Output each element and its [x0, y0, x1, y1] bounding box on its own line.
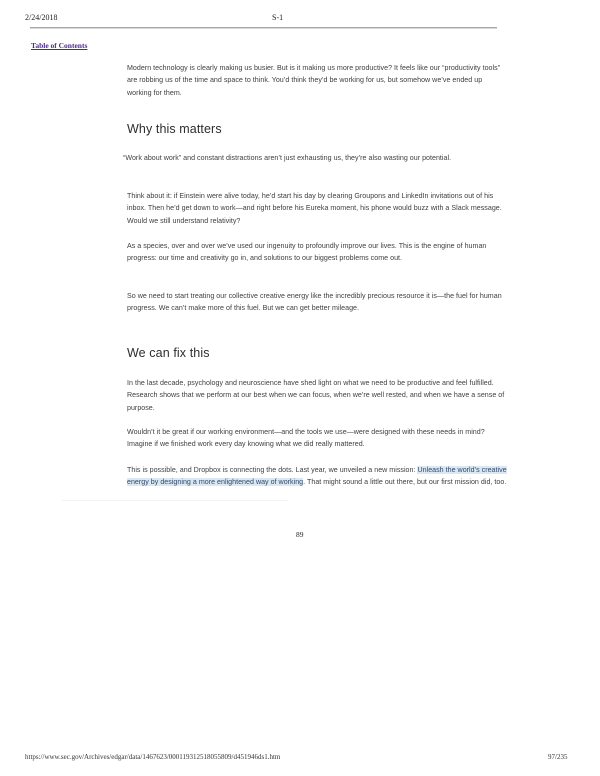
footer-page-count: 97/235 — [548, 753, 568, 761]
mission-paragraph — [127, 464, 507, 489]
paragraph: Wouldn’t it be great if our working environment—and the tools we use—were designed with these needs in mind? Imagine if we finished work every day knowing what we did really mattered. — [127, 428, 485, 449]
header-date: 2/24/2018 — [25, 13, 58, 22]
mission-text-before: This is possible, and Dropbox is connecting the dots. Last year, we unveiled a new mission: — [127, 466, 418, 474]
header-title: S-1 — [272, 13, 284, 22]
paragraph: As a species, over and over we’ve used our ingenuity to profoundly improve our lives. This is the engine of human progress: our time and creativity go in, and solutions to our biggest problems come out. — [127, 242, 487, 263]
mission-text-after: . That might sound a little out there, but our first mission did, too. — [303, 478, 507, 487]
paragraph: In the last decade, psychology and neuroscience have shed light on what we need to be productive and feel fulfilled. Research shows that we perform at our best when we can focus, when we’re well rested, and when we have a sense of purpose. — [127, 379, 505, 412]
paragraph: So we need to start treating our collective creative energy like the incredibly precious resource it is—the fuel for human progress. We can’t make more of this fuel. But we can get better mileage. — [127, 292, 502, 313]
header-divider — [30, 27, 497, 29]
section-heading-we-can-fix-this: We can fix this — [127, 346, 210, 360]
section-heading-why-this-matters: Why this matters — [127, 122, 222, 136]
mission-statement-highlight: Unleash the world’s creative energy by designing a more enlightened way of working — [127, 466, 507, 487]
page-number: 89 — [296, 530, 304, 539]
paragraph: “Work about work” and constant distractions aren’t just exhausting us, they’re also wasting our potential. — [123, 154, 452, 162]
intro-paragraph: Modern technology is clearly making us busier. But is it making us more productive? It feels like our “productivity tools” are robbing us of the time and space to think. You’d think they’d be working for us, but somehow we’ve ended up working for them. — [127, 64, 501, 97]
paragraph: Think about it: if Einstein were alive today, he’d start his day by clearing Groupons and LinkedIn invitations out of his inbox. Then he’d get down to work—and right before his Eureka moment, his phone would buzz with a Slack message. Would we still understand relativity? — [127, 192, 502, 225]
faint-divider — [62, 500, 288, 501]
footer-url: https://www.sec.gov/Archives/edgar/data/1467623/000119312518055809/d451946ds1.htm — [25, 753, 281, 761]
table-of-contents-link[interactable]: Table of Contents — [31, 41, 88, 50]
